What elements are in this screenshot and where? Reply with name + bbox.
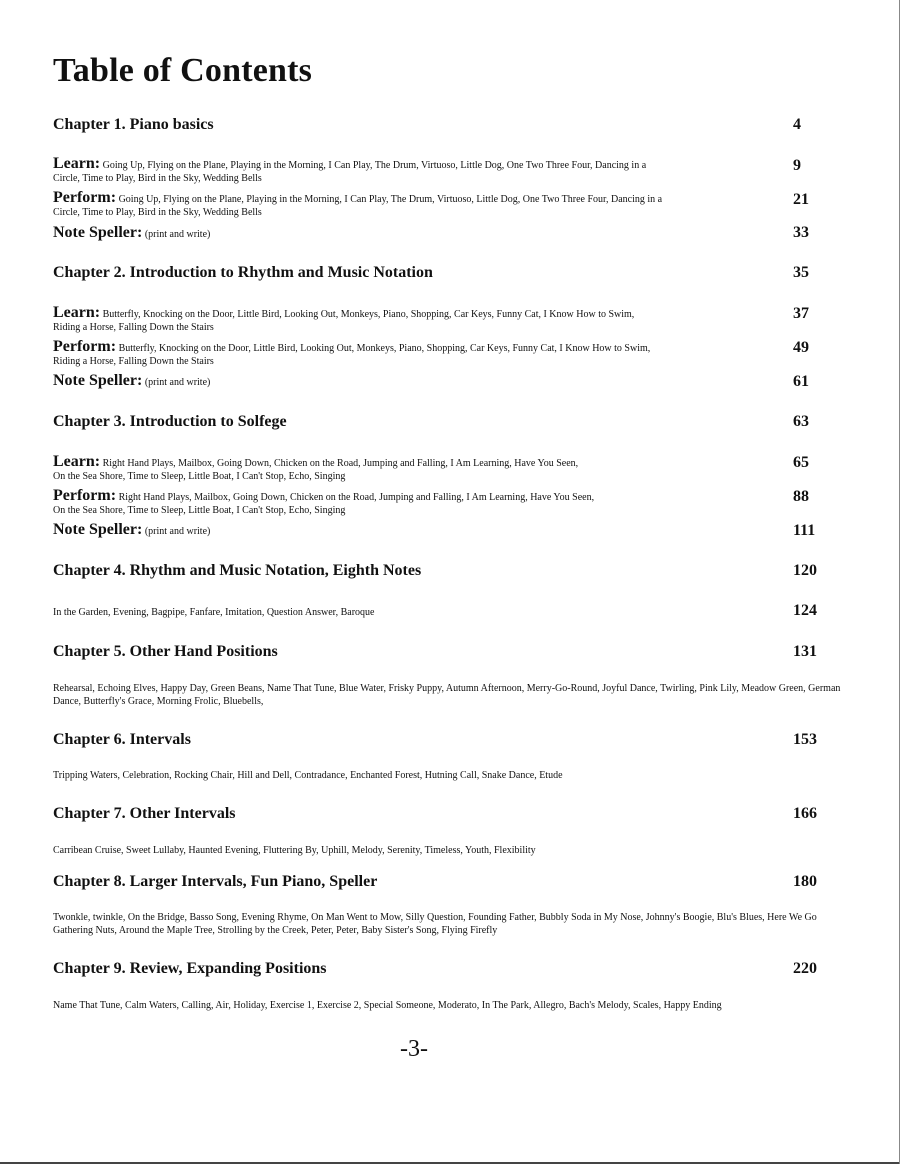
chapter-3-learn-page: 65 [793,454,809,471]
note-speller-detail: (print and write) [144,229,211,240]
song-list: Right Hand Plays, Mailbox, Going Down, Chicken on the Road, Jumping and Falling, I Am Learning, Have You Seen, [102,458,579,469]
note-speller-label: Note Speller: [53,224,143,241]
chapter-3-page: 63 [793,413,809,430]
note-speller-label: Note Speller: [53,372,143,389]
chapter-1-note-speller-page: 33 [793,224,809,241]
chapter-6-page: 153 [793,731,817,748]
chapter-8-song-list: Twonkle, twinkle, On the Bridge, Basso Song, Evening Rhyme, On Man Went to Mow, Silly Question, Founding Father, Bubbly Soda in My Nose, Johnny's Boogie, Blu's Blues, Here We Go Gathering Nuts, Around the Maple Tree, Strolling by the Creek, Peter, Peter, Baby Sister's Song, Flying Firefly [53,912,817,936]
song-list-cont: Circle, Time to Play, Bird in the Sky, Wedding Bells [53,173,262,184]
chapter-3-learn [53,455,778,483]
chapter-4-list-page: 124 [793,602,817,619]
chapter-8-heading: Chapter 8. Larger Intervals, Fun Piano, Speller [53,873,378,890]
song-list-cont: Circle, Time to Play, Bird in the Sky, Wedding Bells [53,207,262,218]
chapter-5-song-list: Rehearsal, Echoing Elves, Happy Day, Green Beans, Name That Tune, Blue Water, Frisky Puppy, Autumn Afternoon, Merry-Go-Round, Joyful Dance, Twirling, Pink Lily, Meadow Green, German Dance, Butterfly's Grace, Morning Frolic, Bluebells, [53,683,841,707]
page-number: -3- [400,1036,428,1062]
chapter-1-perform-page: 21 [793,191,809,208]
chapter-2-perform [53,340,778,368]
song-list: Butterfly, Knocking on the Door, Little Bird, Looking Out, Monkeys, Piano, Shopping, Car Keys, Funny Cat, I Know How to Swim, [102,309,635,320]
chapter-1-note-speller [53,226,778,241]
chapter-7-song-list: Carribean Cruise, Sweet Lullaby, Haunted Evening, Fluttering By, Uphill, Melody, Serenity, Timeless, Youth, Flexibility [53,845,536,856]
chapter-2-heading: Chapter 2. Introduction to Rhythm and Music Notation [53,264,433,281]
learn-label: Learn: [53,155,101,172]
chapter-1-page: 4 [793,116,801,133]
song-list: Going Up, Flying on the Plane, Playing in the Morning, I Can Play, The Drum, Virtuoso, Little Dog, One Two Three Four, Dancing in a [118,194,663,205]
chapter-4-page: 120 [793,562,817,579]
chapter-2-note-speller-page: 61 [793,373,809,390]
chapter-6-song-list: Tripping Waters, Celebration, Rocking Chair, Hill and Dell, Contradance, Enchanted Forest, Hutning Call, Snake Dance, Etude [53,770,563,781]
chapter-1-learn-page: 9 [793,157,801,174]
chapter-7-heading: Chapter 7. Other Intervals [53,805,236,822]
learn-label: Learn: [53,304,101,321]
learn-label: Learn: [53,453,101,470]
chapter-3-note-speller-page: 111 [793,522,816,539]
song-list-cont: On the Sea Shore, Time to Sleep, Little Boat, I Can't Stop, Echo, Singing [53,505,346,516]
perform-label: Perform: [53,487,117,504]
perform-label: Perform: [53,189,117,206]
chapter-9-heading: Chapter 9. Review, Expanding Positions [53,960,327,977]
note-speller-detail: (print and write) [144,526,211,537]
chapter-6-heading: Chapter 6. Intervals [53,731,191,748]
song-list: Right Hand Plays, Mailbox, Going Down, Chicken on the Road, Jumping and Falling, I Am Learning, Have You Seen, [118,492,595,503]
chapter-3-perform [53,489,778,517]
chapter-4-heading: Chapter 4. Rhythm and Music Notation, Eighth Notes [53,562,422,579]
page-title: Table of Contents [53,52,313,89]
note-speller-label: Note Speller: [53,521,143,538]
chapter-2-perform-page: 49 [793,339,809,356]
chapter-7-page: 166 [793,805,817,822]
chapter-1-heading: Chapter 1. Piano basics [53,116,214,133]
song-list: Butterfly, Knocking on the Door, Little Bird, Looking Out, Monkeys, Piano, Shopping, Car Keys, Funny Cat, I Know How to Swim, [118,343,651,354]
chapter-2-learn [53,306,778,334]
chapter-3-note-speller [53,523,778,538]
chapter-9-page: 220 [793,960,817,977]
song-list-cont: Riding a Horse, Falling Down the Stairs [53,356,214,367]
chapter-2-page: 35 [793,264,809,281]
perform-label: Perform: [53,338,117,355]
note-speller-detail: (print and write) [144,377,211,388]
chapter-2-learn-page: 37 [793,305,809,322]
chapter-3-perform-page: 88 [793,488,809,505]
song-list-cont: On the Sea Shore, Time to Sleep, Little Boat, I Can't Stop, Echo, Singing [53,471,346,482]
chapter-9-song-list: Name That Tune, Calm Waters, Calling, Air, Holiday, Exercise 1, Exercise 2, Special Someone, Moderato, In The Park, Allegro, Bach's Melody, Scales, Happy Ending [53,1000,722,1011]
chapter-8-page: 180 [793,873,817,890]
chapter-4-song-list: In the Garden, Evening, Bagpipe, Fanfare, Imitation, Question Answer, Baroque [53,607,375,618]
chapter-1-learn [53,157,778,185]
song-list-cont: Riding a Horse, Falling Down the Stairs [53,322,214,333]
chapter-3-heading: Chapter 3. Introduction to Solfege [53,413,287,430]
chapter-2-note-speller [53,374,778,389]
chapter-5-page: 131 [793,643,817,660]
chapter-5-heading: Chapter 5. Other Hand Positions [53,643,278,660]
chapter-1-perform [53,191,778,219]
song-list: Going Up, Flying on the Plane, Playing in the Morning, I Can Play, The Drum, Virtuoso, Little Dog, One Two Three Four, Dancing in a [102,160,647,171]
